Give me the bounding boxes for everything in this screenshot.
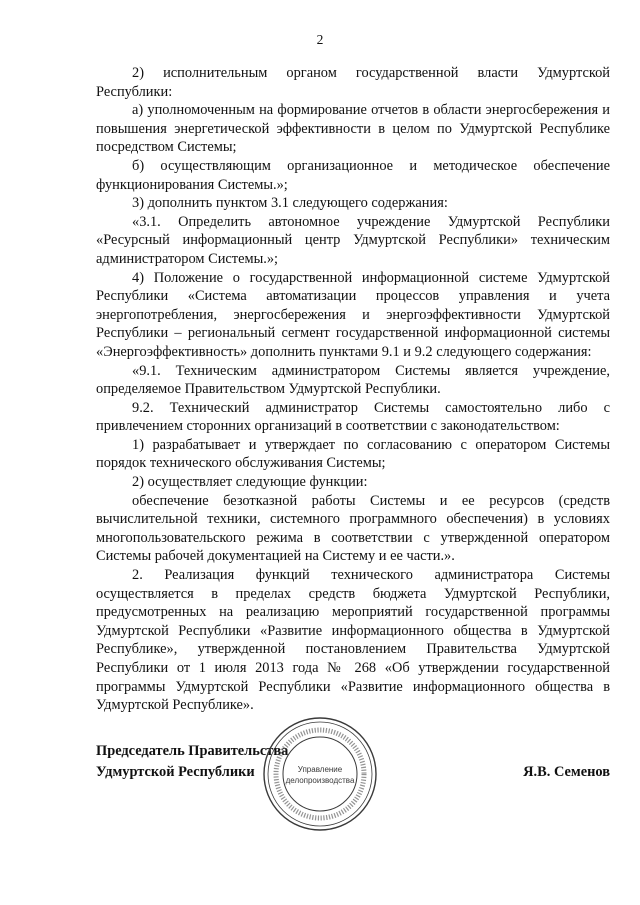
seal-middle-ring (268, 722, 372, 826)
seal-text-band (276, 730, 364, 818)
paragraph-6: 4) Положение о государственной информационной системе Удмуртской Республики «Система автоматизации процессов управления и учета энергопотребления, энергосбережения и энергоэффективности Удмуртской Республики – региональный сегмент государственной информационной системы «Энергоэффективность» дополнить пунктами 9.1 и 9.2 следующего содержания: (96, 269, 610, 360)
paragraph-4: 3) дополнить пунктом 3.1 следующего содержания: (132, 195, 448, 212)
paragraph-11: обеспечение безотказной работы Системы и ее ресурсов (средств вычислительной техники, системного программного обеспечения) в условиях многопользовательского режима в соответствии с утвержденной оператором Системы рабочей документацией на Систему и ее части.». (96, 492, 610, 565)
seal-inner-ring (283, 737, 357, 811)
paragraph-7: «9.1. Техническим администратором Системы является учреждение, определяемое Правительством Удмуртской Республики. (96, 362, 610, 398)
seal-inner-text-line-2: делопроизводства (285, 776, 355, 785)
paragraph-2: а) уполномоченным на формирование отчетов в области энергосбережения и повышения энергетической эффективности в целом по Удмуртской Республике посредством Системы; (96, 102, 610, 156)
seal-outer-ring (264, 718, 376, 830)
document-body (96, 64, 610, 715)
paragraph-12: 2. Реализация функций технического администратора Системы осуществляется в пределах средств бюджета Удмуртской Республики, предусмотренных на реализацию мероприятий государственной программы Удмуртской Республики «Развитие информационного общества в Удмуртской Республике», утвержденной постановлением Правительства Удмуртской Республики от 1 июля 2013 года № 268 «Об утверждении государственной программы Удмуртской Республики «Развитие информационного общества в Удмуртской Республике». (96, 567, 610, 714)
paragraph-10: 2) осуществляет следующие функции: (132, 474, 368, 491)
paragraph-3: б) осуществляющим организационное и методическое обеспечение функционирования Системы.»; (96, 157, 610, 193)
signatory-name: Я.В. Семенов (523, 764, 610, 780)
paragraph-1: 2) исполнительным органом государственной власти Удмуртской Республики: (96, 65, 610, 100)
signatory-title-line-1: Председатель Правительства (96, 743, 289, 759)
paragraph-9: 1) разрабатывает и утверждает по согласованию с оператором Системы порядок технического обслуживания Системы; (96, 436, 610, 472)
paragraph-5: «3.1. Определить автономное учреждение Удмуртской Республики «Ресурсный информационный центр Удмуртской Республики» техническим администратором Системы.»; (96, 213, 610, 267)
signatory-title-line-2: Удмуртской Республики (96, 764, 255, 780)
paragraph-8: 9.2. Технический администратор Системы самостоятельно либо с привлечением сторонних организаций в соответствии с законодательством: (96, 399, 610, 435)
seal-inner-text-line-1: Управление (297, 765, 343, 774)
page-number: 2 (316, 32, 324, 47)
official-seal-stamp (262, 716, 378, 832)
